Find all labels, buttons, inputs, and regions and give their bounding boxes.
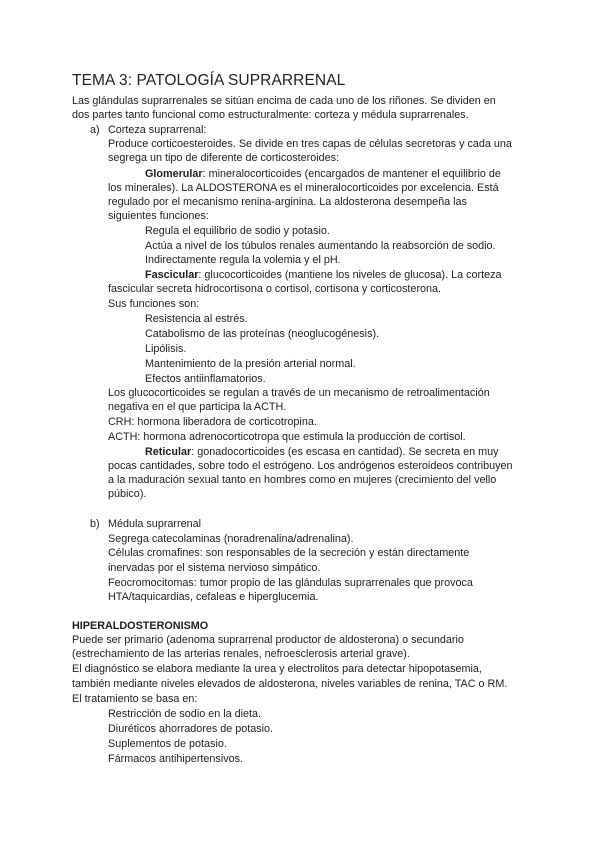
paragraph-line: Segrega catecolaminas (noradrenalina/adrenalina). bbox=[108, 533, 354, 545]
paragraph-line: Feocromocitomas: tumor propio de las glándulas suprarrenales que provoca bbox=[108, 577, 473, 589]
paragraph-line: Sus funciones son: bbox=[108, 298, 200, 310]
paragraph-line: negativa en el que participa la ACTH. bbox=[108, 401, 287, 413]
fascicular-desc: : glucocorticoides (mantiene los niveles de glucosa). La corteza bbox=[198, 269, 502, 281]
treatment-item: Suplementos de potasio. bbox=[108, 738, 227, 750]
paragraph-line: CRH: hormona liberadora de corticotropina. bbox=[108, 416, 317, 428]
treatment-item: Restricción de sodio en la dieta. bbox=[108, 708, 262, 720]
paragraph-line: ACTH: hormona adrenocorticotropa que estimula la producción de cortisol. bbox=[108, 431, 466, 443]
section-heading-hiperaldosteronismo: HIPERALDOSTERONISMO bbox=[72, 620, 209, 632]
paragraph-line: Puede ser primario (adenoma suprarrenal productor de aldosterona) o secundario bbox=[72, 634, 464, 646]
paragraph-line: púbico). bbox=[108, 488, 147, 500]
section-b-heading: Médula suprarrenal bbox=[108, 518, 202, 530]
paragraph-line: también mediante niveles elevados de aldosterona, niveles variables de renina, TAC o RM. bbox=[72, 678, 508, 690]
paragraph-line: El diagnóstico se elabora mediante la urea y electrolitos para detectar hipopotasemia, bbox=[72, 663, 482, 675]
paragraph-line: regulado por el mecanismo renina-arginina. La aldosterona desempeña las bbox=[108, 196, 467, 208]
section-a-heading: Corteza suprarrenal: bbox=[108, 124, 207, 136]
reticular-desc: : gonadocorticoides (es escasa en cantidad). Se secreta en muy bbox=[191, 446, 499, 458]
intro-line: Las glándulas suprarrenales se sitúan encima de cada uno de los riñones. Se dividen en bbox=[72, 95, 496, 107]
treatment-item: Diuréticos ahorradores de potasio. bbox=[108, 723, 274, 735]
treatment-item: Fármacos antihipertensivos. bbox=[108, 753, 244, 765]
paragraph-line: El tratamiento se basa en: bbox=[72, 693, 198, 705]
list-marker-b: b) bbox=[90, 518, 100, 530]
glomerular-desc: : mineralocorticoides (encargados de mantener el equilibrio de bbox=[202, 168, 501, 180]
paragraph-line: segrega un tipo de diferente de corticosteroides: bbox=[108, 152, 340, 164]
paragraph-line: Los glucocorticoides se regulan a través de un mecanismo de retroalimentación bbox=[108, 387, 490, 399]
intro-line: dos partes tanto funcional como estructuralmente: corteza y médula suprarrenales. bbox=[72, 109, 469, 121]
function-item: Regula el equilibrio de sodio y potasio. bbox=[145, 225, 330, 237]
paragraph-line: HTA/taquicardias, cefaleas e hiperglucemia. bbox=[108, 591, 319, 603]
paragraph-line: fascicular secreta hidrocortisona o cortisol, cortisona y corticosterona. bbox=[108, 283, 442, 295]
function-item: Resistencia al estrés. bbox=[145, 313, 248, 325]
fascicular-term: Fascicular bbox=[145, 269, 199, 281]
paragraph-line: a la maduración sexual tanto en hombres como en mujeres (crecimiento del vello bbox=[108, 474, 497, 486]
paragraph-line: (estrechamiento de las arterias renales, nefroesclerosis arterial grave). bbox=[72, 648, 410, 660]
glomerular-term: Glomerular bbox=[145, 168, 203, 180]
glomerular-line bbox=[145, 167, 501, 181]
paragraph-line: los minerales). La ALDOSTERONA es el mineralocorticoides por excelencia. Está bbox=[108, 182, 499, 194]
paragraph-line: Células cromafines: son responsables de la secreción y están directamente bbox=[108, 547, 470, 559]
fascicular-line bbox=[145, 268, 502, 282]
paragraph-line: siguientes funciones: bbox=[108, 210, 209, 222]
function-item: Indirectamente regula la volemia y el pH. bbox=[145, 254, 341, 266]
list-marker-a: a) bbox=[90, 124, 100, 136]
paragraph-line: pocas cantidades, sobre todo el estrógeno. Los andrógenos esteroideos contribuyen bbox=[108, 460, 513, 472]
paragraph-line: Produce corticoesteroides. Se divide en tres capas de células secretoras y cada una bbox=[108, 138, 512, 150]
function-item: Efectos antiinflamatorios. bbox=[145, 373, 266, 385]
function-item: Actúa a nivel de los túbulos renales aumentando la reabsorción de sodio. bbox=[145, 240, 496, 252]
function-item: Catabolismo de las proteínas (neoglucogénesis). bbox=[145, 328, 380, 340]
reticular-line bbox=[145, 445, 499, 459]
paragraph-line: inervadas por el sistema nervioso simpático. bbox=[108, 562, 321, 574]
function-item: Mantenimiento de la presión arterial normal. bbox=[145, 358, 356, 370]
function-item: Lipólisis. bbox=[145, 343, 187, 355]
page-title: TEMA 3: PATOLOGÍA SUPRARRENAL bbox=[72, 72, 346, 89]
reticular-term: Reticular bbox=[145, 446, 192, 458]
